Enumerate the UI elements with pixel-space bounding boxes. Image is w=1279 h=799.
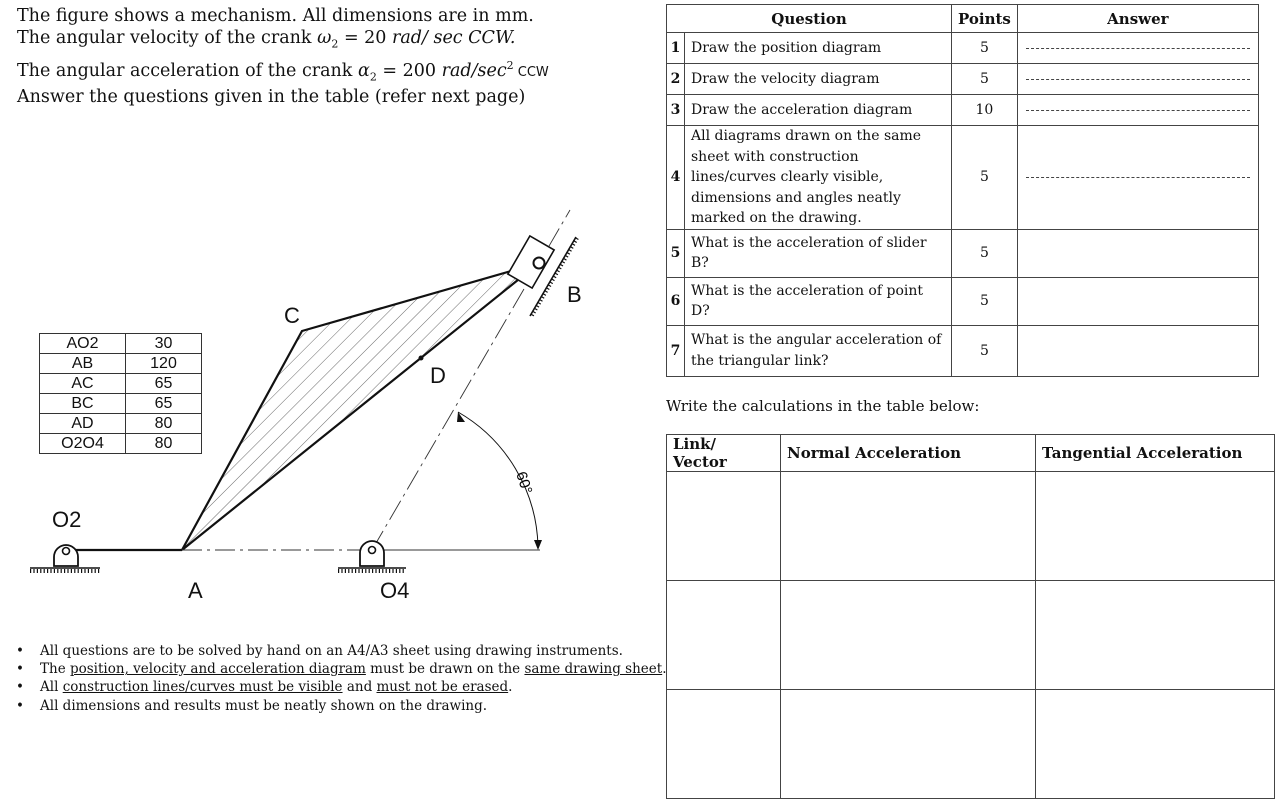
- instruction-item: • All construction lines/curves must be visible and must not be erased.: [14, 678, 666, 696]
- question-number: 4: [667, 126, 685, 230]
- question-text: What is the angular acceleration of the triangular link?: [685, 325, 952, 376]
- triangular-link: [182, 263, 539, 550]
- question-number: 5: [667, 229, 685, 277]
- header-normal-acceleration: Normal Acceleration: [781, 435, 1036, 472]
- problem-statement: [17, 6, 549, 109]
- intro-line-1: The figure shows a mechanism. All dimensions are in mm.: [17, 6, 534, 26]
- dimension-value: 65: [126, 374, 202, 394]
- intro-line-2: The angular velocity of the crank $\omega_2 = 20$ rad/ sec CCW.: [17, 27, 516, 50]
- question-row: [667, 126, 1259, 230]
- calc-cell-tangential[interactable]: [1036, 472, 1275, 581]
- dimension-value: 80: [126, 434, 202, 454]
- answer-blank-line: [1026, 79, 1250, 80]
- dimension-label: BC: [40, 394, 126, 414]
- point-d: [419, 356, 424, 361]
- calc-cell-link[interactable]: [667, 472, 781, 581]
- instruction-item: • The position, velocity and acceleration diagram must be drawn on the same drawing sheet.: [14, 660, 666, 678]
- header-points: Points: [952, 5, 1018, 33]
- question-points: 5: [952, 325, 1018, 376]
- question-text: All diagrams drawn on the same sheet with construction lines/curves clearly visible, dimensions and angles neatly marked on the drawing.: [685, 126, 952, 230]
- question-number: 3: [667, 95, 685, 126]
- question-row: [667, 325, 1259, 376]
- calc-row: [667, 581, 1275, 690]
- mechanism-drawing: [0, 200, 640, 610]
- label-c: C: [284, 303, 300, 328]
- dimension-value: 80: [126, 414, 202, 434]
- calc-row: [667, 472, 1275, 581]
- answer-cell[interactable]: [1017, 95, 1258, 126]
- question-points: 5: [952, 64, 1018, 95]
- instructions-list: [14, 642, 666, 715]
- header-question: Question: [667, 5, 952, 33]
- question-text: Draw the position diagram: [685, 33, 952, 64]
- question-row: [667, 64, 1259, 95]
- dimension-label: O2O4: [40, 434, 126, 454]
- instruction-item: • All questions are to be solved by hand on an A4/A3 sheet using drawing instruments.: [14, 642, 666, 660]
- header-answer: Answer: [1017, 5, 1258, 33]
- header-link-vector: Link/ Vector: [667, 435, 781, 472]
- dimension-label: AB: [40, 354, 126, 374]
- question-text: What is the acceleration of slider B?: [685, 229, 952, 277]
- answer-cell[interactable]: [1017, 325, 1258, 376]
- calc-cell-tangential[interactable]: [1036, 581, 1275, 690]
- answer-blank-line: [1026, 110, 1250, 111]
- question-table: [666, 4, 1259, 377]
- question-text: What is the acceleration of point D?: [685, 277, 952, 325]
- calculation-title: Write the calculations in the table below:: [666, 397, 980, 415]
- dimension-label: AO2: [40, 334, 126, 354]
- calc-cell-tangential[interactable]: [1036, 690, 1275, 799]
- answer-blank-line: [1026, 177, 1250, 178]
- label-b: B: [567, 282, 582, 307]
- question-row: [667, 95, 1259, 126]
- answer-cell[interactable]: [1017, 64, 1258, 95]
- calc-cell-normal[interactable]: [781, 581, 1036, 690]
- question-number: 6: [667, 277, 685, 325]
- instruction-item: • All dimensions and results must be neatly shown on the drawing.: [14, 697, 666, 715]
- header-tangential-acceleration: Tangential Acceleration: [1036, 435, 1275, 472]
- answer-cell[interactable]: [1017, 229, 1258, 277]
- label-d: D: [430, 363, 446, 388]
- answer-cell[interactable]: [1017, 126, 1258, 230]
- question-points: 5: [952, 229, 1018, 277]
- dimension-value: 30: [126, 334, 202, 354]
- dimension-value: 120: [126, 354, 202, 374]
- angle-label: 60°: [512, 469, 536, 497]
- calc-cell-link[interactable]: [667, 581, 781, 690]
- calc-row: [667, 690, 1275, 799]
- question-row: [667, 229, 1259, 277]
- question-text: Draw the velocity diagram: [685, 64, 952, 95]
- label-o2: O2: [52, 507, 82, 532]
- angle-arrow-bottom: [534, 540, 542, 550]
- dimension-label: AD: [40, 414, 126, 434]
- question-row: [667, 277, 1259, 325]
- question-points: 10: [952, 95, 1018, 126]
- intro-line-4: Answer the questions given in the table (refer next page): [17, 87, 526, 108]
- question-points: 5: [952, 126, 1018, 230]
- answer-cell[interactable]: [1017, 33, 1258, 64]
- question-points: 5: [952, 277, 1018, 325]
- question-number: 1: [667, 33, 685, 64]
- label-o4: O4: [380, 578, 410, 603]
- question-points: 5: [952, 33, 1018, 64]
- label-a: A: [188, 578, 203, 603]
- intro-line-3: The angular acceleration of the crank $\alpha_2 = 200$ rad/$\sec^2$ CCW: [17, 58, 549, 83]
- question-row: [667, 33, 1259, 64]
- question-number: 2: [667, 64, 685, 95]
- pivot-o4: [338, 541, 406, 571]
- calculation-table: [666, 434, 1275, 799]
- dimension-label: AC: [40, 374, 126, 394]
- dimension-value: 65: [126, 394, 202, 414]
- answer-blank-line: [1026, 48, 1250, 49]
- calc-cell-normal[interactable]: [781, 472, 1036, 581]
- question-number: 7: [667, 325, 685, 376]
- calc-cell-normal[interactable]: [781, 690, 1036, 799]
- calc-cell-link[interactable]: [667, 690, 781, 799]
- question-text: Draw the acceleration diagram: [685, 95, 952, 126]
- answer-cell[interactable]: [1017, 277, 1258, 325]
